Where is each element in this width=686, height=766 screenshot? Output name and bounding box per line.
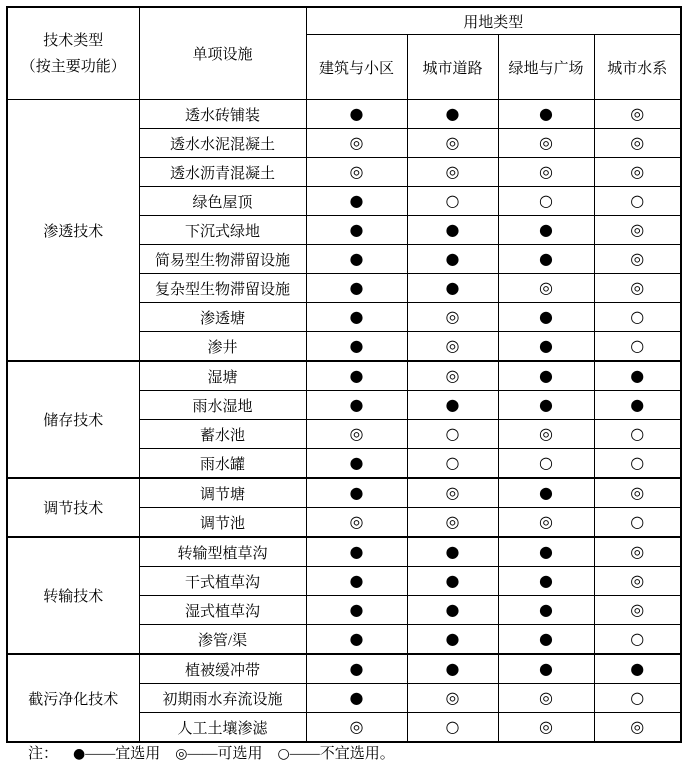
header-landuse-4: 城市水系 — [594, 35, 681, 100]
mark-suitable: ● — [407, 596, 498, 625]
facility-cell: 初期雨水弃流设施 — [139, 684, 306, 713]
facility-cell: 干式植草沟 — [139, 567, 306, 596]
tech-type-cell: 截污净化技术 — [7, 654, 139, 742]
facility-cell: 复杂型生物滞留设施 — [139, 274, 306, 303]
mark-optional: ◎ — [407, 303, 498, 332]
mark-unsuitable: ○ — [594, 508, 681, 538]
mark-suitable: ● — [594, 654, 681, 684]
mark-suitable: ● — [407, 216, 498, 245]
mark-suitable: ● — [498, 391, 594, 420]
mark-suitable: ● — [306, 625, 407, 655]
header-tech-type-line2: （按主要功能） — [20, 58, 126, 75]
mark-suitable: ● — [306, 187, 407, 216]
mark-suitable: ● — [306, 478, 407, 508]
mark-optional: ◎ — [306, 129, 407, 158]
mark-unsuitable: ○ — [498, 187, 594, 216]
mark-optional: ◎ — [407, 478, 498, 508]
header-row-1 — [7, 7, 681, 35]
note-item-1 — [73, 746, 160, 762]
mark-optional: ◎ — [594, 158, 681, 187]
facility-cell: 透水砖铺装 — [139, 100, 306, 129]
mark-optional: ◎ — [407, 332, 498, 362]
mark-optional: ◎ — [594, 100, 681, 129]
mark-optional: ◎ — [594, 274, 681, 303]
mark-suitable: ● — [594, 391, 681, 420]
mark-suitable: ● — [306, 596, 407, 625]
note-symbol: ● — [73, 746, 86, 762]
header-tech-type-line1: 技术类型 — [43, 32, 104, 49]
mark-optional: ◎ — [498, 274, 594, 303]
mark-optional: ◎ — [407, 129, 498, 158]
mark-suitable: ● — [407, 274, 498, 303]
mark-optional: ◎ — [306, 713, 407, 743]
facility-cell: 雨水湿地 — [139, 391, 306, 420]
mark-suitable: ● — [306, 245, 407, 274]
mark-optional: ◎ — [407, 158, 498, 187]
mark-suitable: ● — [306, 449, 407, 479]
mark-optional: ◎ — [306, 158, 407, 187]
mark-suitable: ● — [306, 303, 407, 332]
mark-optional: ◎ — [594, 245, 681, 274]
facility-cell: 湿式植草沟 — [139, 596, 306, 625]
table-row — [7, 537, 681, 567]
facility-cell: 透水水泥混凝土 — [139, 129, 306, 158]
tech-type-cell: 转输技术 — [7, 537, 139, 654]
mark-suitable: ● — [306, 391, 407, 420]
mark-suitable: ● — [306, 332, 407, 362]
facility-cell: 转输型植草沟 — [139, 537, 306, 567]
note-suffix: 。 — [379, 746, 395, 762]
note-item-2 — [175, 746, 262, 762]
mark-unsuitable: ○ — [594, 303, 681, 332]
mark-suitable: ● — [498, 245, 594, 274]
mark-optional: ◎ — [498, 420, 594, 449]
facility-cell: 调节池 — [139, 508, 306, 538]
facility-cell: 调节塘 — [139, 478, 306, 508]
mark-suitable: ● — [407, 567, 498, 596]
mark-suitable: ● — [498, 216, 594, 245]
mark-suitable: ● — [407, 245, 498, 274]
facility-cell: 人工土壤渗滤 — [139, 713, 306, 743]
mark-optional: ◎ — [407, 361, 498, 391]
mark-suitable: ● — [306, 684, 407, 713]
header-facility: 单项设施 — [139, 7, 306, 100]
tech-type-cell: 储存技术 — [7, 361, 139, 478]
note-meaning: ——不宜选用 — [289, 746, 380, 762]
mark-unsuitable: ○ — [594, 420, 681, 449]
mark-optional: ◎ — [306, 420, 407, 449]
header-land-use-group: 用地类型 — [306, 7, 681, 35]
facility-cell: 下沉式绿地 — [139, 216, 306, 245]
table-row — [7, 478, 681, 508]
mark-suitable: ● — [407, 537, 498, 567]
mark-optional: ◎ — [594, 567, 681, 596]
mark-optional: ◎ — [498, 508, 594, 538]
mark-unsuitable: ○ — [407, 187, 498, 216]
note-prefix: 注： — [28, 746, 59, 762]
table-row — [7, 361, 681, 391]
facility-cell: 雨水罐 — [139, 449, 306, 479]
mark-optional: ◎ — [594, 713, 681, 743]
facility-cell: 渗井 — [139, 332, 306, 362]
mark-suitable: ● — [498, 537, 594, 567]
mark-suitable: ● — [498, 361, 594, 391]
mark-optional: ◎ — [407, 508, 498, 538]
mark-optional: ◎ — [407, 684, 498, 713]
mark-unsuitable: ○ — [407, 713, 498, 743]
mark-suitable: ● — [306, 361, 407, 391]
mark-suitable: ● — [498, 478, 594, 508]
facility-cell: 绿色屋顶 — [139, 187, 306, 216]
legend-note — [28, 742, 395, 763]
mark-suitable: ● — [498, 567, 594, 596]
mark-optional: ◎ — [594, 129, 681, 158]
mark-unsuitable: ○ — [407, 449, 498, 479]
mark-suitable: ● — [498, 332, 594, 362]
mark-optional: ◎ — [498, 713, 594, 743]
mark-suitable: ● — [407, 391, 498, 420]
header-landuse-2: 城市道路 — [407, 35, 498, 100]
mark-suitable: ● — [498, 654, 594, 684]
technology-landuse-table — [6, 6, 682, 743]
mark-suitable: ● — [407, 625, 498, 655]
mark-suitable: ● — [306, 216, 407, 245]
mark-suitable: ● — [498, 596, 594, 625]
table-row — [7, 654, 681, 684]
mark-unsuitable: ○ — [407, 420, 498, 449]
facility-cell: 蓄水池 — [139, 420, 306, 449]
mark-suitable: ● — [306, 100, 407, 129]
mark-suitable: ● — [498, 303, 594, 332]
facility-cell: 渗管/渠 — [139, 625, 306, 655]
mark-unsuitable: ○ — [594, 187, 681, 216]
mark-unsuitable: ○ — [594, 625, 681, 655]
note-symbol: ◎ — [175, 746, 188, 762]
mark-suitable: ● — [407, 100, 498, 129]
mark-optional: ◎ — [498, 158, 594, 187]
mark-unsuitable: ○ — [594, 332, 681, 362]
note-meaning: ——宜选用 — [85, 746, 161, 762]
note-symbol: ○ — [277, 746, 290, 762]
mark-optional: ◎ — [594, 537, 681, 567]
header-tech-type — [7, 7, 139, 100]
facility-cell: 植被缓冲带 — [139, 654, 306, 684]
facility-cell: 渗透塘 — [139, 303, 306, 332]
tech-type-cell: 渗透技术 — [7, 100, 139, 362]
mark-suitable: ● — [594, 361, 681, 391]
mark-optional: ◎ — [498, 684, 594, 713]
note-meaning: ——可选用 — [187, 746, 263, 762]
mark-optional: ◎ — [594, 216, 681, 245]
mark-unsuitable: ○ — [594, 684, 681, 713]
header-landuse-1: 建筑与小区 — [306, 35, 407, 100]
mark-suitable: ● — [306, 654, 407, 684]
facility-cell: 简易型生物滞留设施 — [139, 245, 306, 274]
mark-optional: ◎ — [594, 478, 681, 508]
facility-cell: 湿塘 — [139, 361, 306, 391]
facility-cell: 透水沥青混凝土 — [139, 158, 306, 187]
mark-optional: ◎ — [498, 129, 594, 158]
mark-suitable: ● — [498, 625, 594, 655]
mark-suitable: ● — [306, 274, 407, 303]
mark-optional: ◎ — [594, 596, 681, 625]
mark-unsuitable: ○ — [498, 449, 594, 479]
note-item-3 — [277, 746, 379, 762]
header-landuse-3: 绿地与广场 — [498, 35, 594, 100]
mark-optional: ◎ — [306, 508, 407, 538]
mark-suitable: ● — [407, 654, 498, 684]
tech-type-cell: 调节技术 — [7, 478, 139, 537]
table-row — [7, 100, 681, 129]
mark-suitable: ● — [306, 537, 407, 567]
mark-unsuitable: ○ — [594, 449, 681, 479]
mark-suitable: ● — [498, 100, 594, 129]
mark-suitable: ● — [306, 567, 407, 596]
